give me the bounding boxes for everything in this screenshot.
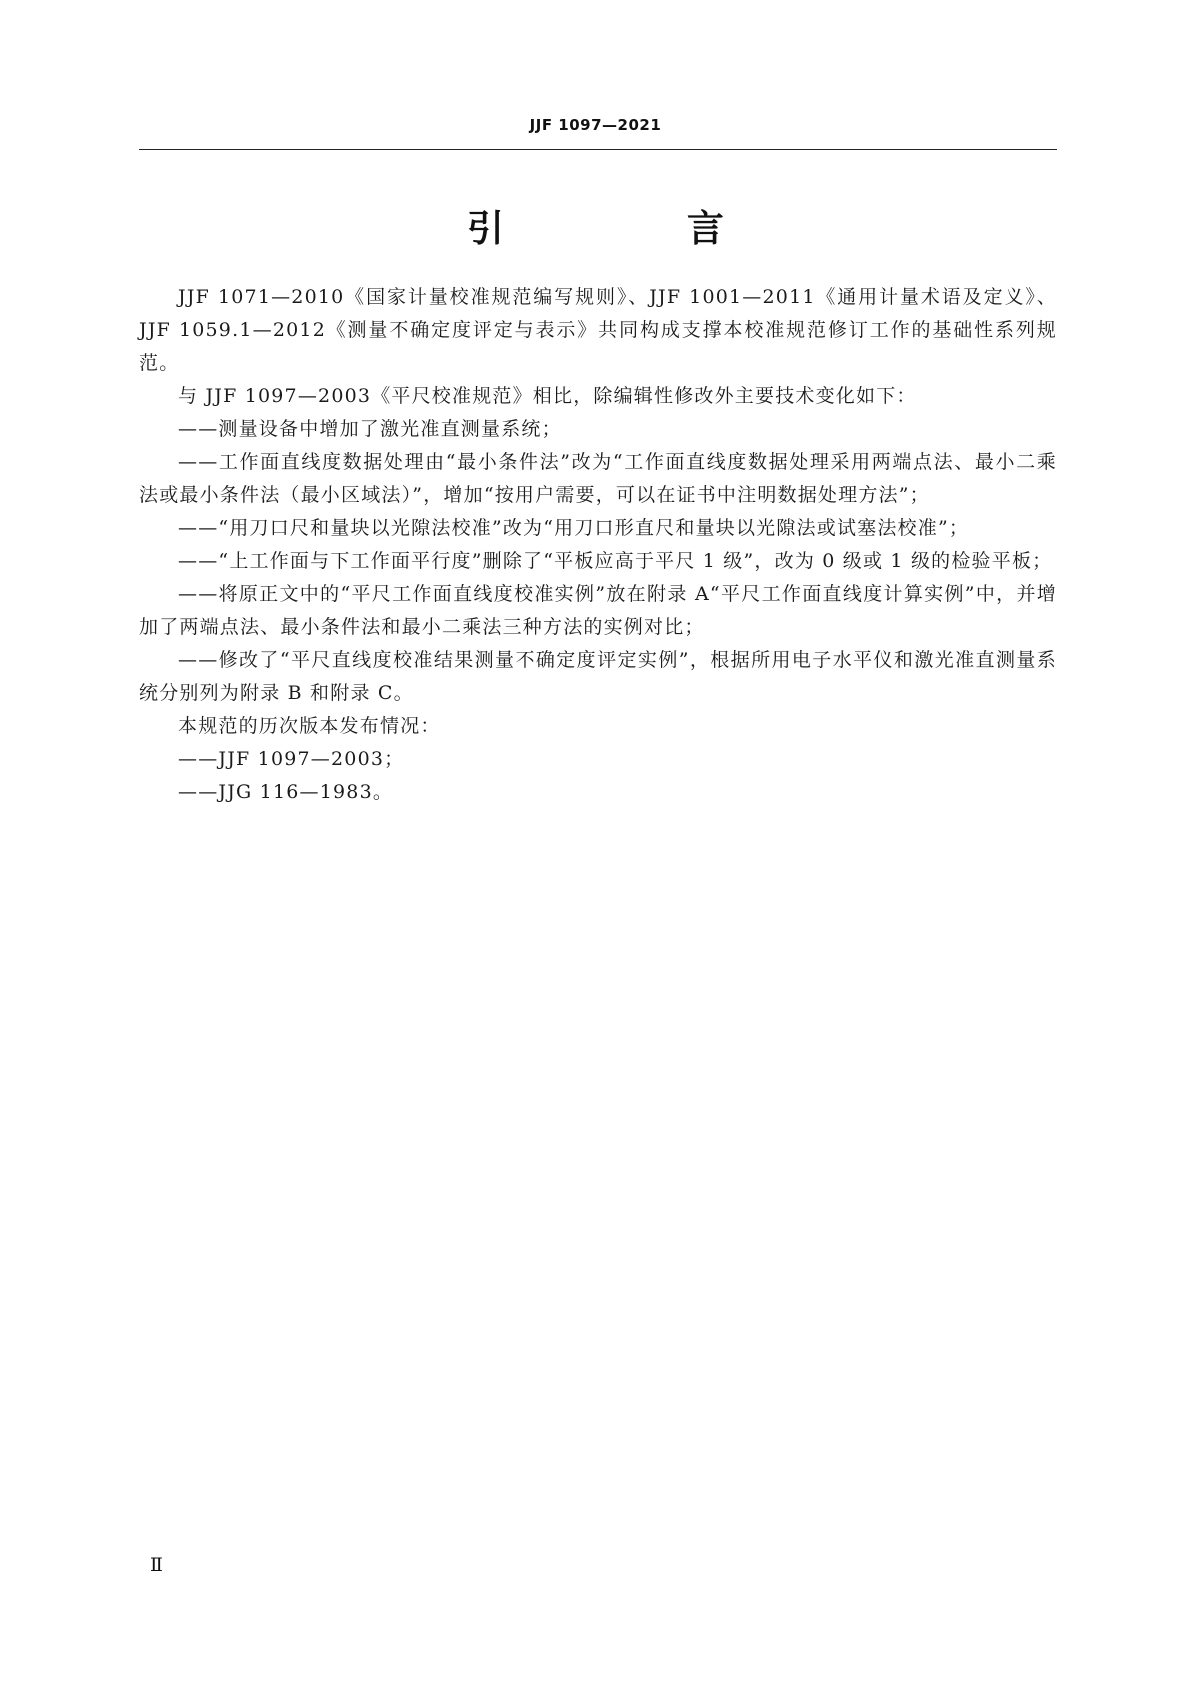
change-item-appendix-b-c: ——修改了“平尺直线度校准结果测量不确定度评定实例”，根据所用电子水平仪和激光准直测量系统分别列为附录 B 和附录 C。	[139, 649, 1057, 704]
document-code-header: JJF 1097—2021	[529, 116, 662, 134]
change-item-laser-system: ——测量设备中增加了激光准直测量系统；	[178, 418, 562, 440]
intro-paragraph-2: 与 JJF 1097—2003《平尺校准规范》相比，除编辑性修改外主要技术变化如下：	[178, 385, 917, 407]
header-divider	[139, 149, 1057, 150]
change-item-parallelism: ——“上工作面与下工作面平行度”删除了“平板应高于平尺 1 级”，改为 0 级或 1 级的检验平板；	[178, 550, 1053, 572]
intro-paragraph-1: JJF 1071—2010《国家计量校准规范编写规则》、JJF 1001—2011《通用计量术语及定义》、JJF 1059.1—2012《测量不确定度评定与表示》共同构成支撑本校准规范修订工作的基础性系列规范。	[139, 286, 1057, 374]
change-item-light-gap-method: ——“用刀口尺和量块以光隙法校准”改为“用刀口形直尺和量块以光隙法或试塞法校准”；	[178, 517, 970, 539]
version-history-heading: 本规范的历次版本发布情况：	[178, 715, 441, 737]
page-title: 引 言	[467, 207, 809, 250]
introduction-body	[139, 281, 1057, 809]
version-history-item-2003: ——JJF 1097—2003；	[178, 748, 405, 770]
version-history-item-1983: ——JJG 116—1983。	[178, 781, 394, 803]
page-number: Ⅱ	[150, 1554, 163, 1576]
change-item-data-processing: ——工作面直线度数据处理由“最小条件法”改为“工作面直线度数据处理采用两端点法、最小二乘法或最小条件法（最小区域法）”，增加“按用户需要，可以在证书中注明数据处理方法”；	[139, 451, 1057, 506]
change-item-appendix-a: ——将原正文中的“平尺工作面直线度校准实例”放在附录 A“平尺工作面直线度计算实例”中，并增加了两端点法、最小条件法和最小二乘法三种方法的实例对比；	[139, 583, 1057, 638]
